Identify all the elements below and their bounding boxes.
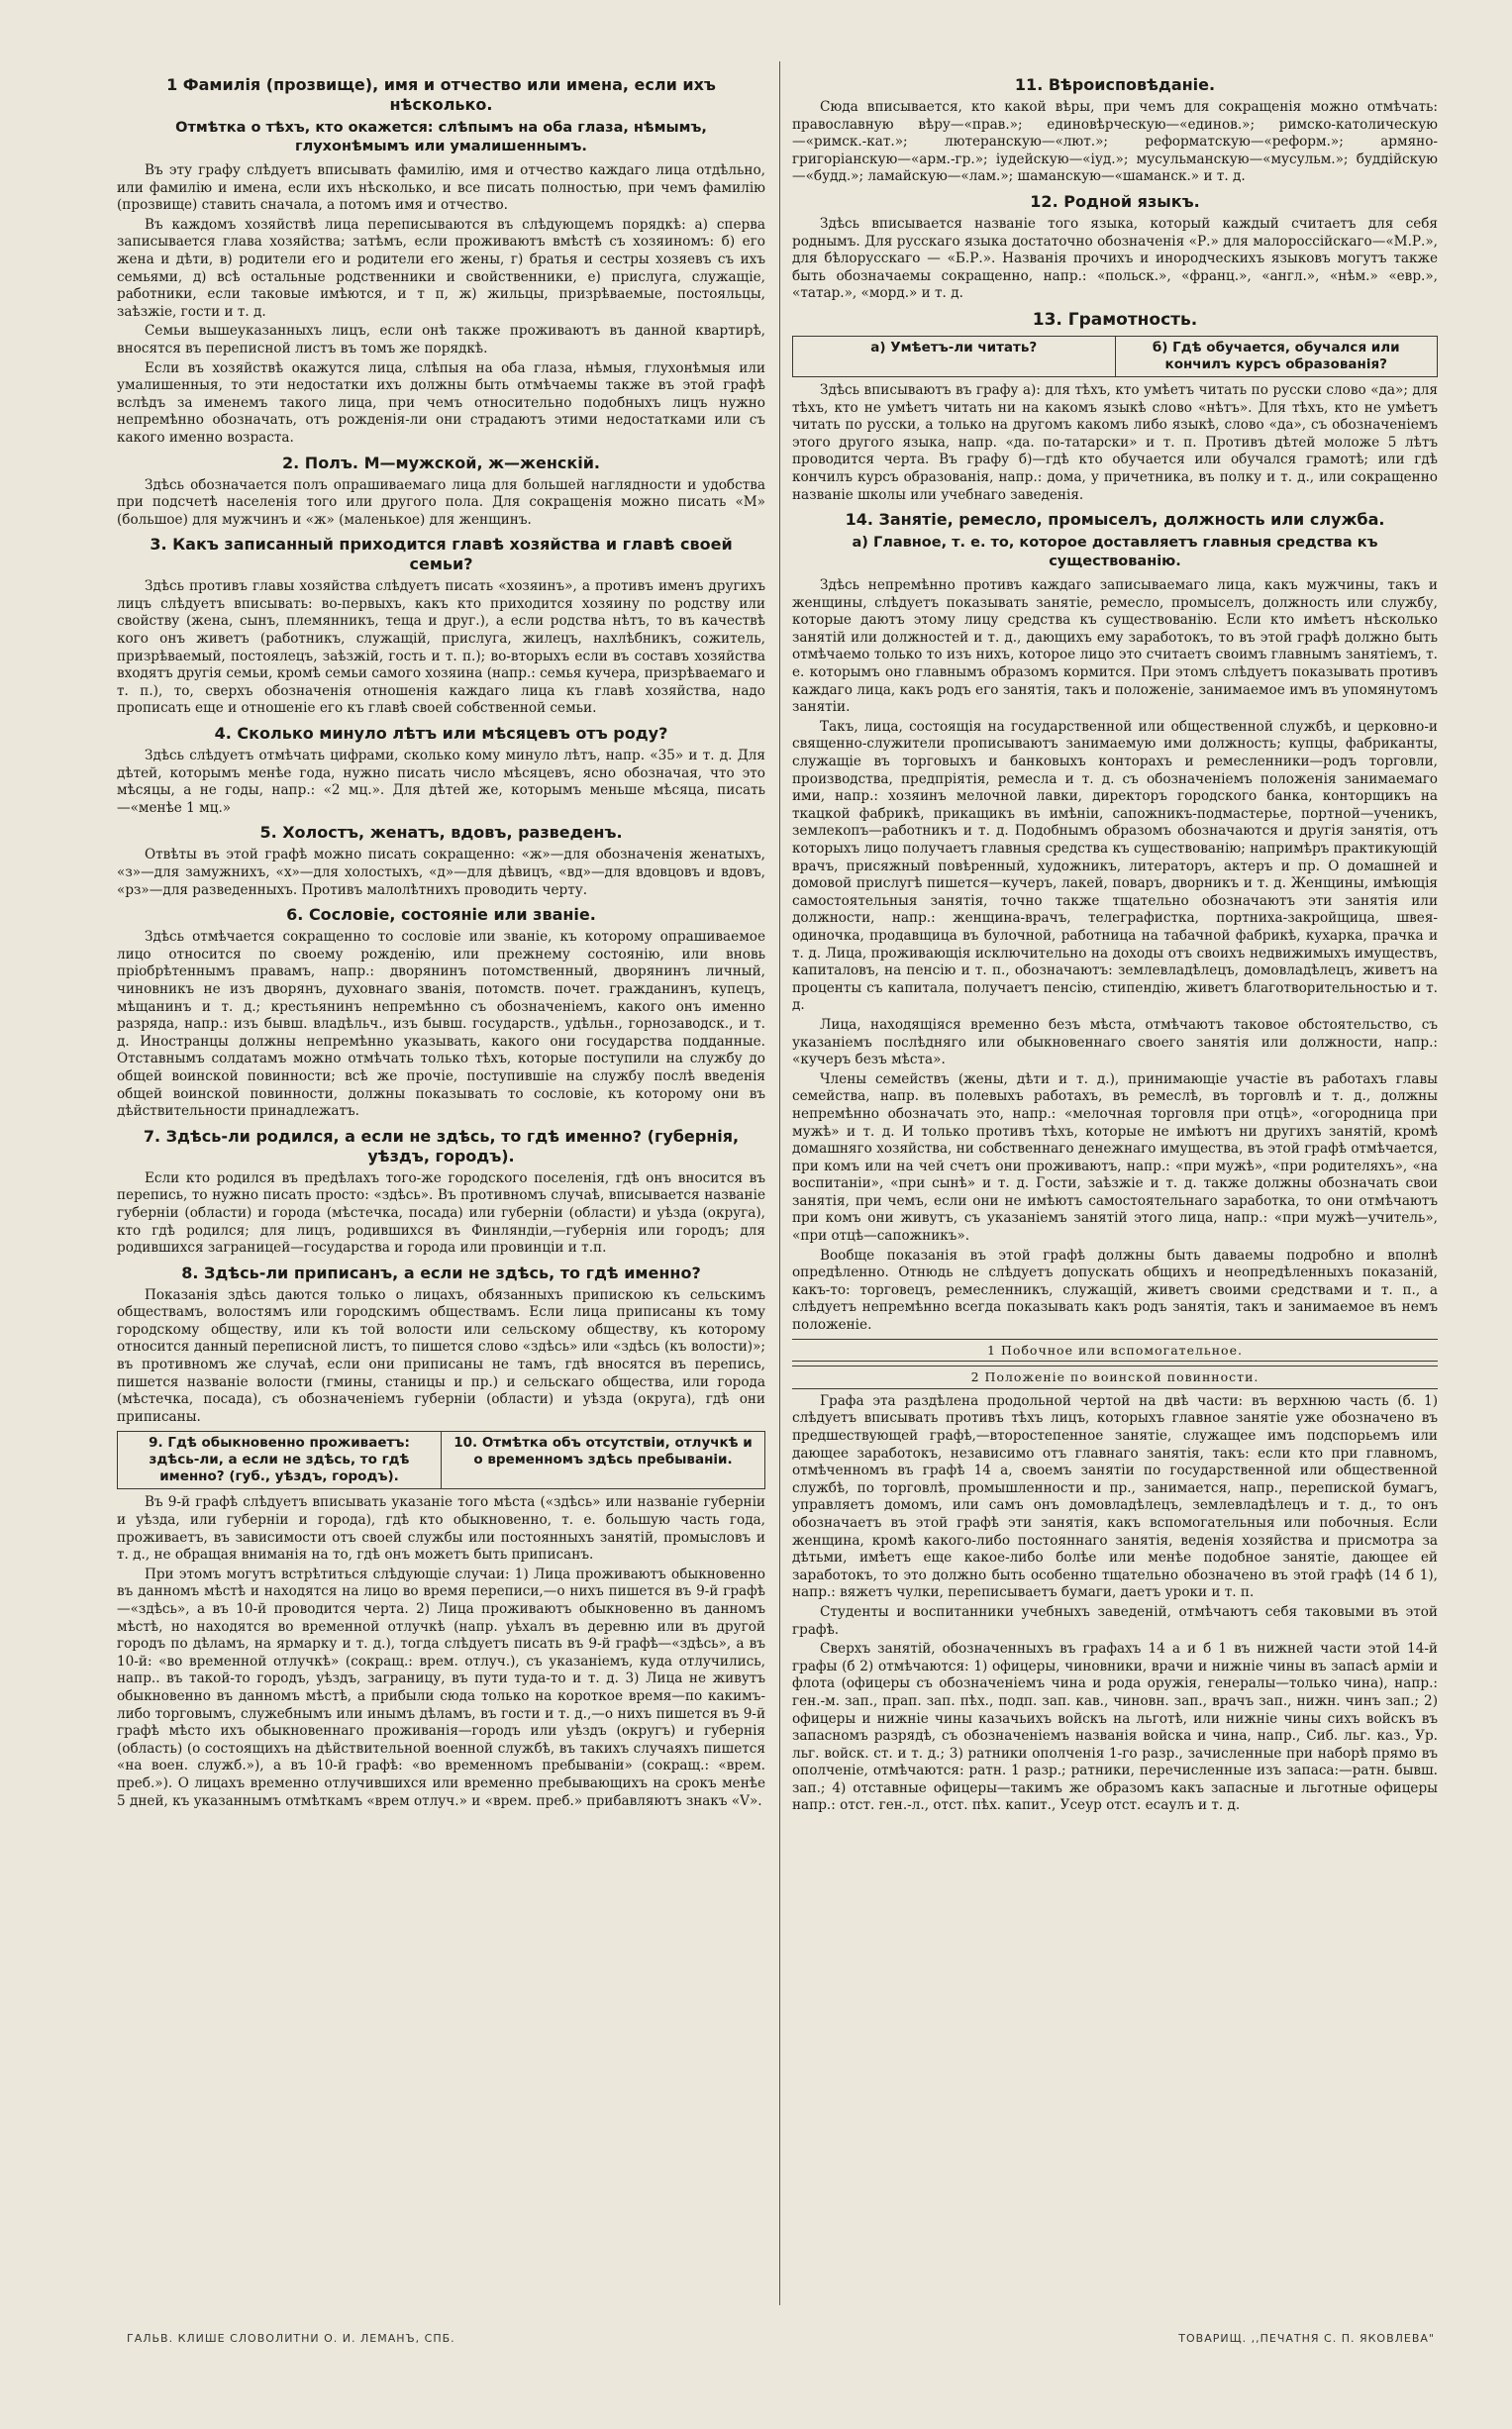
section-heading: 11. Вѣроисповѣданіе. [1014,75,1216,94]
paragraph: Графа эта раздѣлена продольной чертой на двѣ части: въ верхнюю часть (б. 1) слѣдуетъ вписывать противъ тѣхъ лицъ, которыхъ главное занятіе уже обозначено въ предшествующей графѣ,—второстепенное занятіе, служащее имъ подспорьемъ или дающее заработокъ, независимо отъ главнаго занятія, такъ: если кто при главномъ, отмѣченномъ въ графѣ 14 а, своемъ занятіи по государственной или общественной службѣ, по торговлѣ, промышленности и пр., занимается, напр., перепиской бумагъ, управляетъ домомъ, или самъ онъ домовладѣлецъ, землевладѣлецъ и т. д., то онъ обозначаетъ въ этой графѣ эти занятія, какъ вспомогательныя или побочныя. Если женщина, кромѣ какого-либо постояннаго занятія, веденія хозяйства и присмотра за дѣтьми, имѣетъ еще какое-либо болѣе или менѣе подобное занятіе, дающее ей заработокъ, то это должно быть особенно тщательно обозначено въ этой графѣ (14 б 1), напр.: вяжетъ чулки, переписываетъ бумаги, даетъ уроки и т. п. [792,1392,1438,1601]
section-heading: 7. Здѣсь-ли родился, а если не здѣсь, то гдѣ именно? (губернія, уѣздъ, городъ). [143,1126,740,1165]
section-heading: 6. Сословіе, состояніе или званіе. [286,905,596,925]
paragraph: Показанія здѣсь даются только о лицахъ, обязанныхъ припискою къ сельскимъ обществамъ, волостямъ или городскимъ обществамъ. Если лица приписаны къ тому городскому обществу, или къ той волости или сельскому обществу, къ которому относится данный переписной листъ, то пишется слово «здѣсь» или «здѣсь (къ волости)»; въ противномъ же случаѣ, если они приписаны не тамъ, гдѣ вносятся въ перепись, пишется названіе волости (гмины, станицы и пр.) и сельскаго общества, или города (мѣстечка, посада), съ обозначеніемъ губерніи (области) и уѣзда (округа), гдѣ они приписаны. [117,1286,765,1425]
section-heading: 12. Родной языкъ. [1030,191,1200,211]
paragraph: Такъ, лица, состоящія на государственной или общественной службѣ, и церковно-и священно-служители прописываютъ занимаемую ими должность; купцы, фабриканты, служащіе въ торговыхъ и банковыхъ конторахъ и ремесленники—родъ торговли, производства, предпріятія, ремесла и т. д. съ обозначеніемъ положенія занимаемаго ими, напр.: хозяинъ мелочной лавки, директоръ городского банка, конторщикъ на ткацкой фабрикѣ, прикащикъ въ имѣніи, сапожникъ-подмастерье, портной—ученикъ, землекопъ—работникъ и т. д. Подобнымъ образомъ обозначаются и другія занятія, отъ которыхъ лицо получаетъ главныя средства къ существованію; напримѣръ практикующій врачъ, присяжный повѣренный, художникъ, литераторъ, актеръ и пр. О домашней и домовой прислугѣ пишется—кучеръ, лакей, поваръ, дворникъ и т. д. Женщины, имѣющія самостоятельныя занятія, точно также тщательно обозначаютъ эти занятія или должности, напр.: женщина-врачъ, телеграфистка, портниха-закройщица, швея-одиночка, продавщица въ булочной, работница на табачной фабрикѣ, кухарка, прачка и т. д. Лица, проживающія исключительно на доходы отъ своихъ недвижимыхъ имуществъ, капиталовъ, на пенсію и т. п., обозначаютъ: землевладѣлецъ, домовладѣлецъ, живетъ на проценты съ капитала, получаетъ пенсію, стипендію, живетъ благотворительностью и т. д. [792,718,1438,1014]
paragraph: Сюда вписывается, кто какой вѣры, при чемъ для сокращенія можно отмѣчать: православную вѣру—«прав.»; единовѣрческую—«единов.»; римско-католическую—«римск.-кат.»; лютеранскую—«лют.»; реформатскую—«реформ.»; армяно-григоріанскую—«арм.-гр.»; іудейскую—«іуд.»; мусульманскую—«мусульм.»; буддійскую—«будд.»; ламайскую—«лам.»; шаманскую—«шаманск.» и т. д. [792,99,1438,185]
box-9-10-body [117,1494,765,1810]
section-14b2-heading: 2 Положеніе по воинской повинности. [792,1366,1438,1389]
section-13-heading: 13. Грамотность. [1032,309,1198,330]
paragraph: При этомъ могутъ встрѣтиться слѣдующіе случаи: 1) Лица проживаютъ обыкновенно въ данномъ мѣстѣ и находятся на лицо во время переписи,—о нихъ пишется въ 9-й графѣ—«здѣсь», а въ 10-й проводится черта. 2) Лица проживаютъ обыкновенно въ данномъ мѣстѣ, но находятся во временной отлучкѣ (напр. уѣхалъ въ деревню или въ другой городъ по дѣламъ, на ярмарку и т. д.), тогда слѣдуетъ писать въ 9-й графѣ—«здѣсь», а въ 10-й: «во временной отлучкѣ» (сокращ.: врем. отлуч.), съ указаніемъ, куда отлучились, напр.. въ такой-то городъ, уѣздъ, заграницу, въ пути туда-то и т. д. 3) Лица не живутъ обыкновенно въ данномъ мѣстѣ, а прибыли сюда только на короткое время—по какимъ-либо торговымъ, служебнымъ или инымъ дѣламъ, въ гости и т. д.,—о нихъ пишется въ 9-й графѣ мѣсто ихъ обыкновеннаго проживанія—городъ или уѣздъ (округъ) и губернія (область) (о состоящихъ на дѣйствительной военной службѣ, въ такихъ случаяхъ пишется «на воен. служб.»), а въ 10-й графѣ: «во временномъ пребываніи» (сокращ.: «врем. преб.»). О лицахъ временно отлучившихся или временно пребывающихъ на срокъ менѣе 5 дней, къ указаннымъ отмѣткамъ «врем отлуч.» и «врем. преб.» прибавляютъ знакъ «V». [117,1566,765,1809]
section-heading: 5. Холостъ, женатъ, вдовъ, разведенъ. [259,823,623,843]
right-sections [792,75,1438,303]
box-10-heading: 10. Отмѣтка объ отсутствіи, отлучкѣ и о временномъ здѣсь пребываніи. [441,1432,764,1488]
section-subheading: Отмѣтка о тѣхъ, кто окажется: слѣпымъ на оба глаза, нѣмымъ, глухонѣмымъ или умалишеннымъ. [175,120,707,154]
paragraph: Если кто родился въ предѣлахъ того-же городского поселенія, гдѣ онъ вносится въ перепись, то нужно писать просто: «здѣсь». Въ противномъ случаѣ, вписывается названіе губерніи (области) и города (мѣстечка, посада) или губерніи (области) и уѣзда (округа), кто гдѣ родился; для лицъ, родившихся въ Финляндіи,—губернія или городъ; для родившихся заграницей—государства и города или провинціи и т.п. [117,1169,765,1257]
right-column [792,69,1438,2310]
section-heading: 8. Здѣсь-ли приписанъ, а если не здѣсь, то гдѣ именно? [181,1263,701,1282]
box-13 [792,336,1438,377]
paragraph: Здѣсь обозначается полъ опрашиваемаго лица для большей наглядности и удобства при подсчетѣ населенія того или другого пола. Для сокращенія можно писать «М» (большое) для мужчинъ и «ж» (маленькое) для женщинъ. [117,476,765,528]
section-14-body [792,577,1438,1335]
left-sections [117,75,765,1426]
paragraph: Если въ хозяйствѣ окажутся лица, слѣпыя на оба глаза, нѣмыя, глухонѣмыя или умалишенныя, то эти недостатки ихъ должны быть отмѣчаемы также въ этой графѣ вслѣдъ за именемъ такого лица, при чемъ относительно подобныхъ лицъ нужно непремѣнно обозначать, отъ рожденія-ли они страдаютъ этими недостатками или съ какого именно возраста. [117,359,765,446]
paragraph: Здѣсь непремѣнно противъ каждаго записываемаго лица, какъ мужчины, такъ и женщины, слѣдуетъ показывать занятіе, ремесло, промыселъ, должность или службу, которые даютъ этому лицу средства къ существованію. Если кто имѣетъ нѣсколько занятій или должностей и т. д., дающихъ ему заработокъ, то въ этой графѣ должно быть отмѣчаемо только то изъ нихъ, которое лицо это считаетъ своимъ главнымъ занятіемъ, т. е. которымъ оно главнымъ образомъ кормится. При этомъ слѣдуетъ показывать противъ каждаго лица, какъ родъ его занятія, такъ и положеніе, занимаемое имъ въ упомянутомъ занятіи. [792,577,1438,716]
section-heading: 1 Фамилія (прозвище), имя и отчество или имена, если ихъ нѣсколько. [166,75,716,114]
paragraph: Здѣсь противъ главы хозяйства слѣдуетъ писать «хозяинъ», а противъ именъ другихъ лицъ слѣдуетъ вписывать: во-первыхъ, какъ кто приходится хозяину по родству или свойству (жена, сынъ, племянникъ, теща и друг.), а если родства нѣтъ, то въ качествѣ кого онъ живетъ (работникъ, служащій, прислуга, жилецъ, нахлѣбникъ, сожитель, призрѣваемый, постоялецъ, заѣзжій, гость и т. п.); во-вторыхъ если въ составъ хозяйства входятъ другія семьи, кромѣ семьи самого хозяина (напр.: семья кучера, призрѣваемаго и т. п.), то, сверхъ обозначенія отношенія каждаго лица къ главѣ хозяйства, надо прописать еще и отношеніе его къ главѣ своей собственной семьи. [117,578,765,717]
section-13b-heading: б) Гдѣ обучается, обучался или кончилъ курсъ образованія? [1115,337,1438,376]
paragraph: Въ каждомъ хозяйствѣ лица переписываются въ слѣдующемъ порядкѣ: а) сперва записывается глава хозяйства; затѣмъ, если проживаютъ вмѣстѣ съ хозяиномъ: б) его жена и дѣти, в) родители его и родители его жены, г) братья и сестры хозяевъ съ ихъ семьями, д) всѣ остальные родственники и свойственники, е) прислуга, служащіе, работники, если таковые имѣются, и т п, ж) жильцы, призрѣваемые, постояльцы, заѣзжіе, гости и т. д. [117,216,765,320]
section-heading: 4. Сколько минуло лѣтъ или мѣсяцевъ отъ роду? [214,724,668,744]
section-heading: 2. Полъ. М—мужской, ж—женскій. [282,453,600,472]
section-14a-heading: а) Главное, т. е. то, которое доставляетъ главныя средства къ существованію. [852,535,1378,570]
column-divider [779,61,780,2305]
section-14-heading: 14. Занятіе, ремесло, промыселъ, должность или служба. [845,510,1385,530]
section-14b1-heading: 1 Побочное или вспомогательное. [792,1339,1438,1363]
section-13a-heading: а) Умѣетъ-ли читать? [870,339,1038,355]
box-9-heading: 9. Гдѣ обыкновенно проживаетъ: здѣсь-ли, а если не здѣсь, то гдѣ именно? (губ., уѣздъ, городъ). [149,1435,410,1485]
paragraph: Лица, находящіяся временно безъ мѣста, отмѣчаютъ таковое обстоятельство, съ указаніемъ послѣдняго или обыкновеннаго своего занятія или должности, напр.: «кучеръ безъ мѣста». [792,1016,1438,1068]
printer-credit-left: ГАЛЬВ. КЛИШЕ СЛОВОЛИТНИ О. И. ЛЕМАНЪ, СПБ. [127,2332,455,2345]
paragraph: Члены семействъ (жены, дѣти и т. д.), принимающіе участіе въ работахъ главы семейства, напр. въ полевыхъ работахъ, въ ремеслѣ, въ торговлѣ и т. д., должны непремѣнно обозначать это, напр.: «мелочная торговля при отцѣ», «огородница при мужѣ» и т. д. И только противъ тѣхъ, которые не имѣютъ ни другихъ занятій, кромѣ домашняго хозяйства, ни собственнаго денежнаго имущества, въ этой графѣ отмѣчается, при комъ или на чей счетъ они проживаютъ, напр.: «при мужѣ», «при родителяхъ», «на воспитаніи», «при сынѣ» и т. д. Гости, заѣзжіе и т. д. также должны обозначать свои занятія, при чемъ, если они не имѣютъ самостоятельнаго заработка, то они отмѣчаютъ при комъ они живутъ, съ указаніемъ занятій этого лица, напр.: «при мужѣ—учитель», «при отцѣ—сапожникъ». [792,1070,1438,1245]
printer-credit-right: ТОВАРИЩ. ,,ПЕЧАТНЯ С. П. ЯКОВЛЕВА" [1178,2332,1435,2345]
paragraph: Въ 9-й графѣ слѣдуетъ вписывать указаніе того мѣста («здѣсь» или названіе губерніи и уѣзда, или губерніи и города), гдѣ кто обыкновенно, т. е. большую часть года, проживаетъ, въ зависимости отъ своей службы или постоянныхъ занятій, промысловъ и т. д., не обращая вниманія на то, гдѣ онъ можетъ быть приписанъ. [117,1494,765,1564]
paragraph: Отвѣты въ этой графѣ можно писать сокращенно: «ж»—для обозначенія женатыхъ, «з»—для замужнихъ, «х»—для холостыхъ, «д»—для дѣвицъ, «вд»—для вдовцовъ и вдовъ, «рз»—для разведенныхъ. Противъ малолѣтнихъ проводить черту. [117,847,765,898]
section-14b-body [792,1393,1438,1815]
box-9-10 [117,1431,765,1489]
paragraph: Семьи вышеуказанныхъ лицъ, если онѣ также проживаютъ въ данной квартирѣ, вносятся въ переписной листъ въ томъ же порядкѣ. [117,323,765,356]
left-column [117,69,765,2310]
paragraph: Студенты и воспитанники учебныхъ заведеній, отмѣчаютъ себя таковыми въ этой графѣ. [792,1603,1438,1638]
paragraph: Здѣсь вписывается названіе того языка, который каждый считаетъ для себя роднымъ. Для русскаго языка достаточно обозначенія «Р.» для малороссійскаго—«М.Р.», для бѣлорусскаго — «Б.Р.». Названія прочихъ и инородческихъ языковъ могутъ также быть обозначаемы сокращенно, напр.: «польск.», «франц.», «англ.», «нѣм.» «евр.», «татар.», «морд.» и т. д. [792,215,1438,302]
paragraph: Въ эту графу слѣдуетъ вписывать фамилію, имя и отчество каждаго лица отдѣльно, или фамилію и имена, если ихъ нѣсколько, и все писать полностью, при чемъ фамилію (прозвище) ставить сначала, а потомъ имя и отчество. [117,162,765,214]
section-heading: 3. Какъ записанный приходится главѣ хозяйства и главѣ своей семьи? [150,535,733,574]
paragraph: Вообще показанія въ этой графѣ должны быть даваемы подробно и вполнѣ опредѣленно. Отнюдь не слѣдуетъ допускать общихъ и неопредѣленныхъ показаній, какъ-то: торговецъ, ремесленникъ, служащій, живетъ своими средствами и т. п., а слѣдуетъ непремѣнно всегда показывать какъ родъ занятія, такъ и занимаемое въ немъ положеніе. [792,1247,1438,1334]
paragraph: Здѣсь вписываютъ въ графу а): для тѣхъ, кто умѣетъ читать по русски слово «да»; для тѣхъ, кто не умѣетъ читать ни на какомъ языкѣ слово «нѣтъ». Для тѣхъ, кто не умѣетъ читать по русски, а только на другомъ какомъ либо языкѣ, слово «да», съ обозначеніемъ этого другого языка, напр. «да. по-татарски» и т. п. Противъ дѣтей моложе 5 лѣтъ проводится черта. Въ графу б)—гдѣ кто обучается или обучался грамотѣ; или гдѣ кончилъ курсъ образованія, напр.: дома, у причетника, въ полку и т. д., или сокращенно названіе школы или учебнаго заведенія. [792,381,1438,503]
paragraph: Здѣсь отмѣчается сокращенно то сословіе или званіе, къ которому опрашиваемое лицо относится по своему рожденію, или прежнему состоянію, или вновь пріобрѣтеннымъ правамъ, напр.: дворянинъ потомственный, дворянинъ личный, чиновникъ не изъ дворянъ, духовнаго званія, потомств. почет. гражданинъ, купецъ, мѣщанинъ и т. д.; крестьянинъ непремѣнно съ обозначеніемъ, какого онъ именно разряда, напр.: изъ бывш. владѣльч., изъ бывш. государств., удѣльн., горнозаводск., и т. д. Иностранцы должны непремѣнно указывать, какого они государства подданные. Отставнымъ солдатамъ можно отмѣчать только тѣхъ, которые поступили на службу до общей воинской повинности; всѣ же прочіе, поступившіе на службу послѣ введенія общей воинской повинности, должны показывать то сословіе, къ которому они въ дѣйствительности принадлежатъ. [117,929,765,1120]
paragraph: Здѣсь слѣдуетъ отмѣчать цифрами, сколько кому минуло лѣтъ, напр. «35» и т. д. Для дѣтей, которымъ менѣе года, нужно писать число мѣсяцевъ, ясно обозначая, что это мѣсяцы, а не годы, напр.: «2 мц.». Для дѣтей же, которымъ меньше мѣсяца, писать—«менѣе 1 мц.» [117,748,765,816]
section-13-body [792,382,1438,504]
paragraph: Сверхъ занятій, обозначенныхъ въ графахъ 14 а и б 1 въ нижней части этой 14-й графы (б 2) отмѣчаются: 1) офицеры, чиновники, врачи и нижніе чины въ запасѣ арміи и флота (офицеры съ обозначеніемъ чина и рода оружія, генералы—только чина), напр.: ген.-м. зап., прап. зап. пѣх., подп. зап. кав., чиновн. зап., врачъ зап., нижн. чинъ зап.; 2) офицеры и нижніе чины казачьихъ войскъ на льготѣ, или нижніе чины сихъ войскъ въ запасномъ разрядѣ, съ обозначеніемъ названія войска и чина, напр., Сиб. льг. каз., Ур. льг. войск. ст. и т. д.; 3) ратники ополченія 1-го разр., зачисленные при наборѣ прямо въ ополченіе, отмѣчаются: ратн. 1 разр.; ратники, перечисленные изъ запаса:—ратн. бывш. зап.; 4) отставные офицеры—такимъ же образомъ какъ запасные и льготные офицеры напр.: отст. ген.-л., отст. пѣх. капит., Усеур отст. есаулъ и т. д. [792,1641,1438,1814]
